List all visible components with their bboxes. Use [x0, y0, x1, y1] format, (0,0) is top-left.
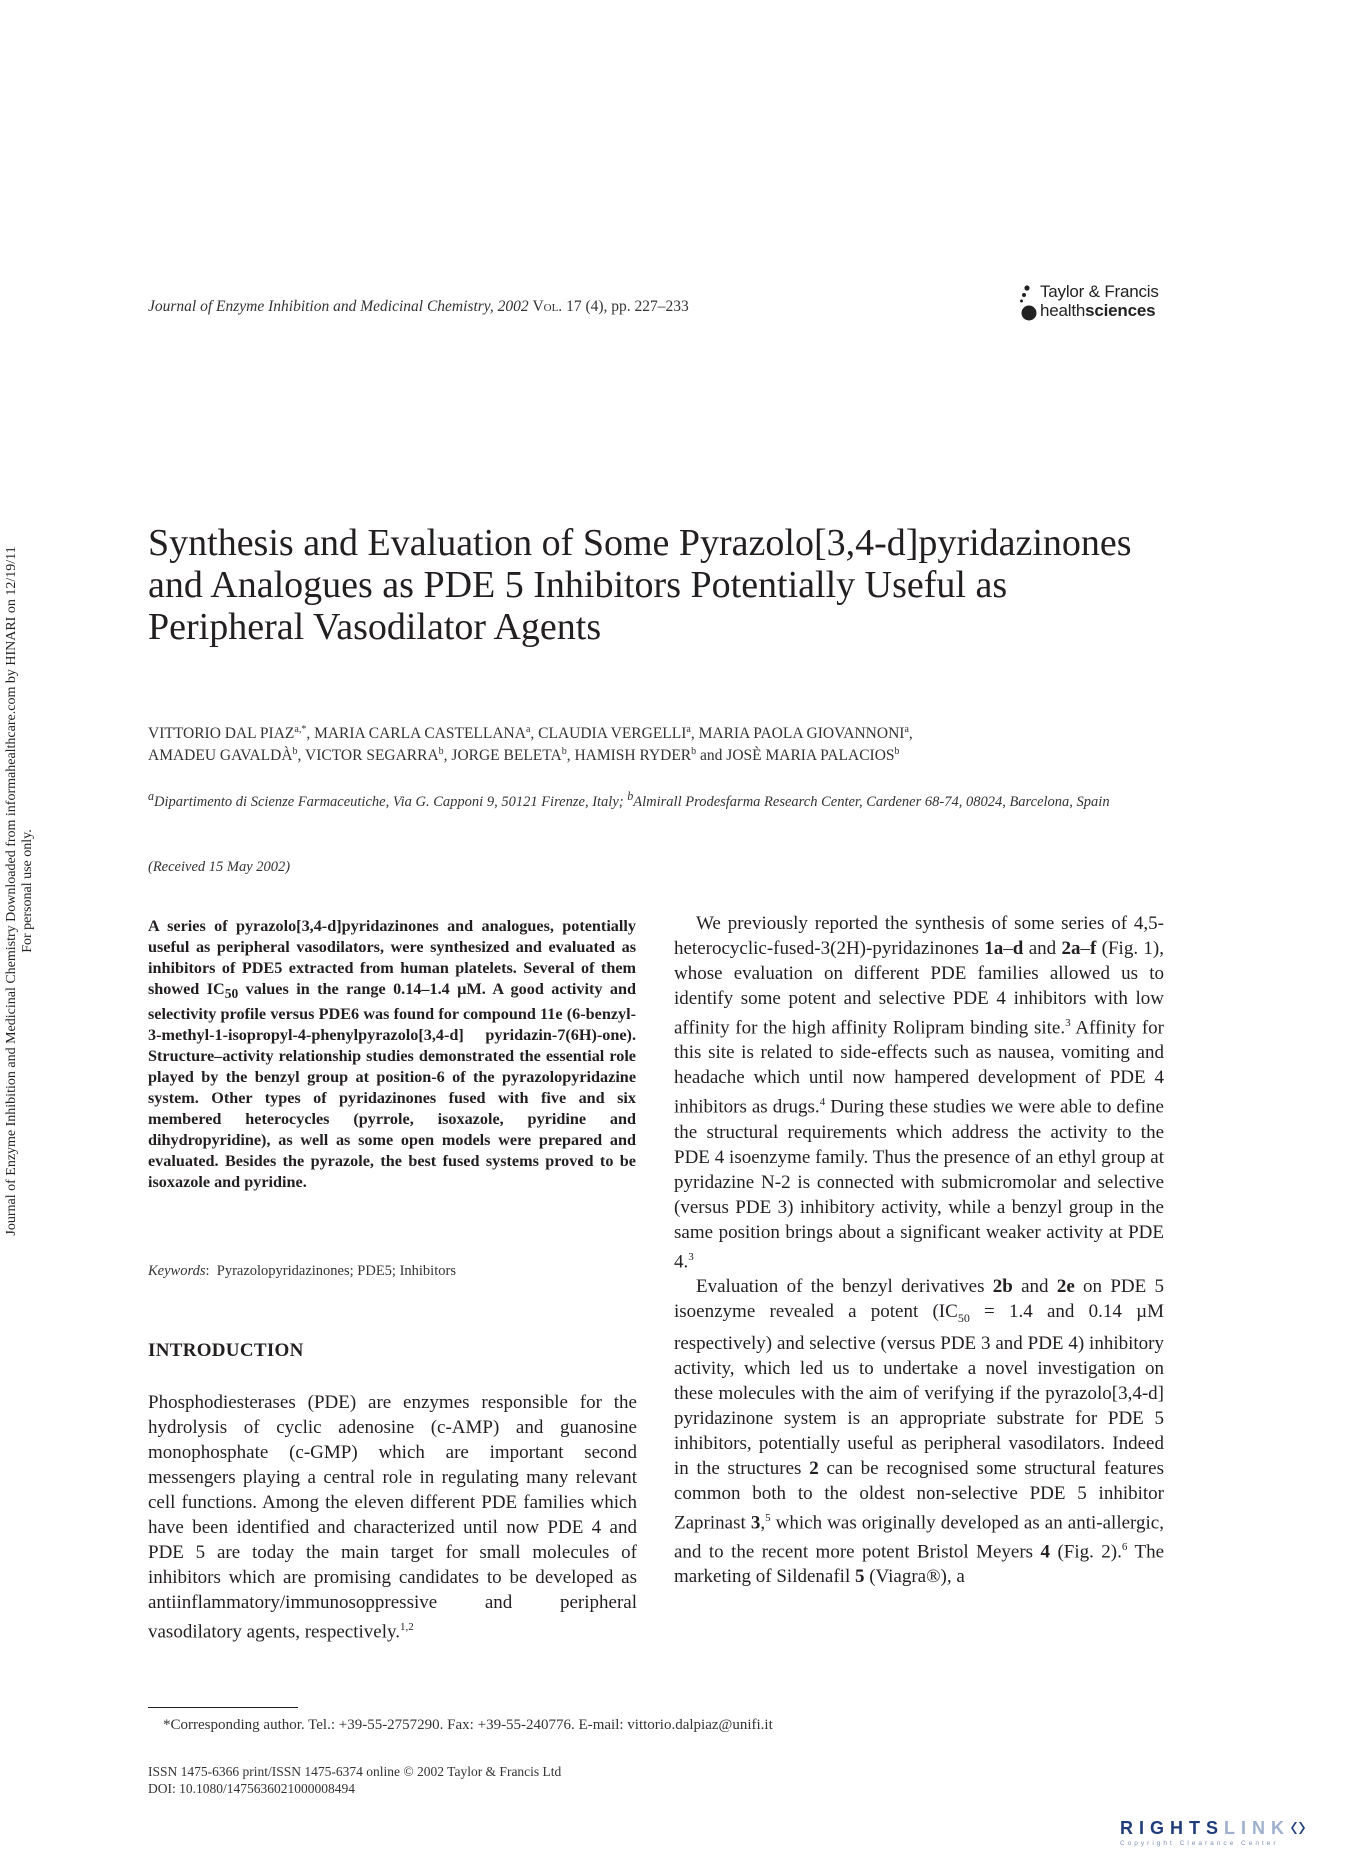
- intro-paragraph: [148, 1390, 637, 1644]
- publisher-line1: Taylor & Francis: [1040, 282, 1159, 301]
- side-note-line1: Journal of Enzyme Inhibition and Medicinal Chemistry Downloaded from informahealthcare.com by HINARI on 12/19/11: [4, 546, 19, 1236]
- text-run: Evaluation of the benzyl derivatives: [696, 1275, 993, 1297]
- citation-ref: 4: [819, 1096, 826, 1109]
- keywords: Keywords: Pyrazolopyridazinones; PDE5; Inhibitors: [148, 1263, 456, 1279]
- abstract-subscript: 50: [224, 986, 239, 1002]
- text-run: –: [1080, 938, 1090, 959]
- journal-vol-pages: 17 (4), pp. 227–233: [566, 298, 689, 315]
- author-list: VITTORIO DAL $PIAZ^{a,*}$, MARIA CARLA CASTELLANA$^a$, CLAUDIA VERGELLI$^a$, MARIA PAOLA GIOVANNONI$^a$, AMADEU GAVALDÀ$^b$, VICTOR SEGARRA$^b$, JORGE BELETA$^b$, HAMISH RYDER$^b$ and JOSÈ MARIA PALACIOS$^b$: [148, 724, 913, 765]
- text-run: We previously reported the synthesis of some series of 4,5-heterocyclic-fused-3(2H)-pyridazinones: [674, 913, 1164, 959]
- download-side-note: [4, 431, 36, 1351]
- affiliation-b-mark: b: [627, 789, 634, 803]
- author-affiliation-mark: b: [438, 746, 444, 758]
- compound-label: 2a: [1061, 938, 1081, 959]
- author-name: JORGE BELETA: [451, 747, 562, 765]
- author-affiliation-mark: a: [686, 724, 691, 735]
- text-run: (Fig. 1), whose evaluation on different PDE families allowed us to identify some potent and selective PDE 4 inhibitors with low affinity for the high affinity Rolipram binding site.: [674, 938, 1165, 1039]
- author-name: AMADEU GAVALDÀ: [148, 747, 293, 765]
- text-run: Affinity for this site is related to side-effects such as nausea, vomiting and headache which until now hampered development of PDE 4 inhibitors as drugs.: [674, 1017, 1164, 1118]
- text-run: (Viagra®), a: [864, 1566, 965, 1588]
- author-name: CLAUDIA VERGELLI: [538, 725, 687, 743]
- rightslink-wordmark: [1120, 1818, 1306, 1839]
- rightslink-arrows-icon: [1290, 1820, 1306, 1836]
- citation-ref: 6: [1121, 1541, 1128, 1554]
- journal-header: [148, 298, 689, 316]
- compound-label: 3: [750, 1512, 761, 1534]
- compound-label: 1a: [984, 938, 1004, 959]
- keywords-text: Pyrazolopyridazinones; PDE5; Inhibitors: [216, 1263, 456, 1279]
- citation-ref: 3: [688, 1250, 694, 1263]
- affiliation-a-mark: a: [148, 789, 155, 803]
- compound-label: 2b: [992, 1275, 1013, 1297]
- received-date: (Received 15 May 2002): [148, 859, 291, 875]
- corresponding-author-footnote: *Corresponding author. Tel.: +39-55-2757290. Fax: +39-55-240776. E-mail: vittorio.dalpiaz@unifi.it: [163, 1717, 773, 1733]
- compound-label: 2e: [1056, 1275, 1075, 1297]
- doi-line: DOI: 10.1080/1475636021000008494: [148, 1781, 355, 1796]
- issn-line: ISSN 1475-6366 print/ISSN 1475-6374 online © 2002 Taylor & Francis Ltd: [148, 1764, 562, 1779]
- text-run: which was originally developed as an anti-allergic, and to the recent more potent Bristol Meyers: [674, 1512, 1164, 1563]
- author-name: MARIA PAOLA GIOVANNONI: [698, 725, 905, 743]
- compound-label: d: [1012, 938, 1024, 959]
- affiliations: [148, 787, 1168, 811]
- author-affiliation-mark: b: [691, 746, 697, 758]
- right-paragraph-2: [674, 1274, 1164, 1589]
- intro-heading: INTRODUCTION: [148, 1340, 304, 1361]
- subscript: 50: [957, 1310, 970, 1325]
- rightslink-b: LINK: [1224, 1818, 1291, 1838]
- text-run: ,: [760, 1512, 766, 1534]
- author-affiliation-mark: a,*: [294, 724, 307, 735]
- abstract-text-2: values in the range 0.14–1.4 µM. A good activity and selectivity profile versus PDE6 was found for compound 11e (6-benzyl-3-methyl-1-isopropyl-4-phenylpyrazolo[3,4-d] pyridazin-7(6H)-one). Structure–activity relationship studies demonstrated the essential role played by the benzyl group at position-6 of the pyrazolopyridazine system. Other types of pyridazinones fused with five and six membered heterocycles (pyrrole, isoxazole, pyridine and dihydropyridine), as well as some open models were prepared and evaluated. Besides the pyrazole, the best fused systems proved to be isoxazole and pyridine.: [148, 980, 636, 1192]
- author-affiliation-mark: a: [525, 724, 531, 735]
- right-column: [674, 911, 1164, 1589]
- footnote-divider: [148, 1707, 298, 1708]
- abstract-text-1: A series of pyrazolo[3,4-d]pyridazinones and analogues, potentially useful as peripheral vasodilators, were synthesized and evaluated as inhibitors of PDE5 extracted from human platelets. Several of them showed IC: [148, 917, 636, 998]
- text-run: During these studies we were able to define the structural requirements which address the activity to the PDE 4 isoenzyme family. Thus the presence of an ethyl group at pyridazine N-2 is connected with submicromolar and selective (versus PDE 3) inhibitory activity, while a benzyl group in the same position brings about a significant weaker activity at PDE 4.: [674, 1096, 1164, 1272]
- compound-label: 2: [809, 1457, 819, 1479]
- citation-ref: 5: [765, 1511, 771, 1524]
- compound-label: 5: [854, 1566, 865, 1588]
- author-name: VICTOR SEGARRA: [305, 747, 439, 765]
- affiliation-b: Almirall Prodesfarma Research Center, Cardener 68-74, 08024, Barcelona, Spain: [633, 793, 1110, 810]
- journal-year: 2002: [497, 298, 529, 315]
- rightslink-subtitle: Copyright Clearance Center: [1120, 1840, 1279, 1847]
- abstract: [148, 916, 636, 1193]
- rightslink-a: RIGHTS: [1120, 1818, 1225, 1838]
- journal-vol-label: Vol.: [532, 298, 563, 315]
- side-note-line2: For personal use only.: [20, 829, 35, 953]
- rightslink-logo: [1120, 1818, 1350, 1854]
- journal-name: Journal of Enzyme Inhibition and Medicinal Chemistry,: [148, 298, 494, 315]
- text-run: = 1.4 and 0.14 µM respectively) and selective (versus PDE 3 and PDE 4) inhibitory activity, which led us to undertake a novel investigation on these molecules with the aim of verifying if the pyrazolo[3,4-d] pyridazinone system is an appropriate substrate for PDE 5 inhibitors, potentially useful as peripheral vasodilators. Indeed in the structures: [674, 1300, 1165, 1479]
- text-run: and: [1023, 938, 1062, 959]
- text-run: can be recognised some structural features common both to the oldest non-selective PDE 5 inhibitor Zaprinast: [674, 1457, 1164, 1534]
- author-affiliation-mark: b: [561, 746, 567, 758]
- text-run: and: [1012, 1275, 1057, 1297]
- author-name: VITTORIO DAL PIAZ: [148, 725, 295, 743]
- right-paragraph-1: [674, 911, 1164, 1274]
- affiliation-a: Dipartimento di Scienze Farmaceutiche, Via G. Capponi 9, 50121 Firenze, Italy;: [154, 793, 624, 810]
- publisher-line2-b: sciences: [1085, 301, 1156, 320]
- author-affiliation-mark: b: [292, 746, 298, 758]
- publisher-logo: [1018, 282, 1170, 324]
- text-run: on PDE 5 isoenzyme revealed a potent (IC: [674, 1275, 1164, 1322]
- citation-ref: 3: [1065, 1017, 1071, 1029]
- author-name: JOSÈ MARIA PALACIOS: [726, 747, 895, 765]
- author-affiliation-mark: a: [904, 724, 909, 735]
- compound-label: f: [1089, 938, 1097, 959]
- intro-text: Phosphodiesterases (PDE) are enzymes responsible for the hydrolysis of cyclic adenosine (c-AMP) and guanosine monophosphate (c-GMP) which are important second messengers playing a central role in regulating many relevant cell functions. Among the eleven different PDE families which have been identified and characterized until now PDE 4 and PDE 5 are today the main target for small molecules of inhibitors which are promising candidates to be developed as antiinflammatory/immunosoppressive and peripheral vasodilatory agents, respectively.: [148, 1392, 637, 1643]
- text-run: –: [1003, 938, 1013, 959]
- keywords-label: Keywords: [148, 1263, 206, 1279]
- text-run: (Fig. 2).: [1050, 1541, 1122, 1563]
- article-title: Synthesis and Evaluation of Some Pyrazolo[3,4-d]pyridazinones and Analogues as PDE 5 Inhibitors Potentially Useful as Peripheral Vasodilator Agents: [148, 522, 1132, 648]
- author-name: HAMISH RYDER: [574, 747, 692, 765]
- publisher-dots-icon: [1018, 282, 1040, 324]
- compound-label: 4: [1040, 1541, 1051, 1563]
- intro-ref: 1,2: [400, 1621, 414, 1633]
- publisher-line2: [1040, 301, 1155, 321]
- author-name: MARIA CARLA CASTELLANA: [314, 725, 526, 743]
- author-affiliation-mark: b: [894, 746, 900, 758]
- text-run: The marketing of Sildenafil: [674, 1541, 1164, 1588]
- publisher-line2-a: health: [1040, 301, 1086, 320]
